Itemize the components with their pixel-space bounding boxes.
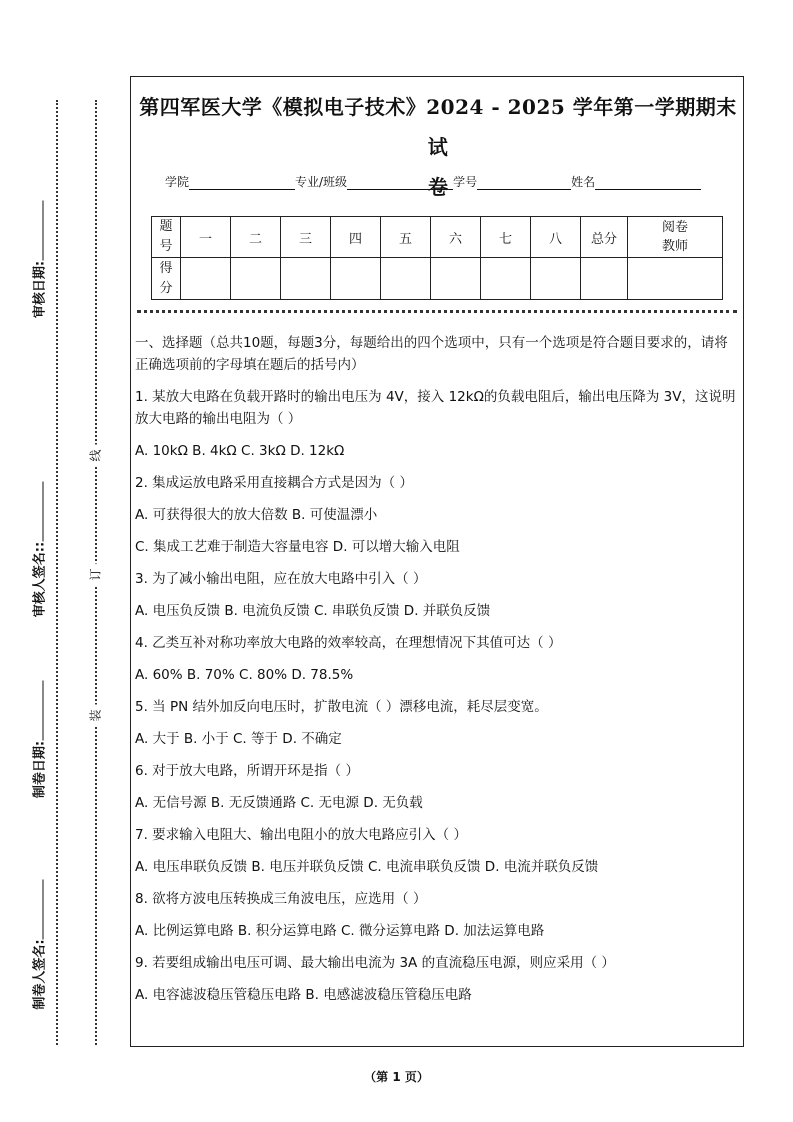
score-cell[interactable]	[431, 258, 481, 300]
score-cell[interactable]	[481, 258, 531, 300]
score-cell[interactable]	[231, 258, 281, 300]
review-date-label: 审核日期:	[32, 260, 48, 319]
question-4: 4. 乙类互补对称功率放大电路的效率较高，在理想情况下其值可达（ ）	[135, 635, 562, 651]
maker-sign-field	[29, 875, 48, 1015]
question-7: 7. 要求输入电阻大、输出电阻小的放大电路应引入（ ）	[135, 827, 467, 843]
question-number-label	[152, 217, 181, 258]
score-col-5: 五	[381, 217, 431, 258]
major-label: 专业/班级	[295, 175, 348, 189]
score-table	[151, 216, 723, 300]
make-date-field	[29, 670, 48, 810]
section1-multiple-choice	[135, 332, 741, 1006]
reviewer-sign-label: 审核人签名::	[32, 541, 48, 618]
binding-dotted-line-outer	[56, 100, 58, 1045]
score-table-header-row	[152, 217, 723, 258]
question-3: 3. 为了减小输出电阻，应在放大电路中引入（ ）	[135, 571, 427, 587]
score-col-reviewer-text: 阅卷 教师	[661, 220, 688, 254]
major-blank	[347, 177, 453, 190]
question-6-options: A. 无信号源 B. 无反馈通路 C. 无电源 D. 无负载	[135, 795, 423, 811]
score-cell[interactable]	[381, 258, 431, 300]
college-blank	[189, 177, 295, 190]
score-col-6: 六	[431, 217, 481, 258]
score-col-7: 七	[481, 217, 531, 258]
cut-mark-bind: 订	[87, 564, 104, 586]
review-date-field	[29, 190, 48, 330]
page-number: （第 1 页）	[364, 1070, 429, 1084]
question-1: 1. 某放大电路在负载开路时的输出电压为 4V，接入 12kΩ的负载电阻后，输出电压降为 3V，这说明放大电路的输出电阻为（ ）	[135, 389, 736, 427]
maker-sign-label: 制卷人签名:	[32, 939, 48, 1010]
score-label	[152, 258, 181, 300]
score-table-score-row	[152, 258, 723, 300]
score-cell[interactable]	[181, 258, 231, 300]
reviewer-sign-blank	[33, 482, 44, 542]
score-col-3: 三	[281, 217, 331, 258]
question-5: 5. 当 PN 结外加反向电压时，扩散电流（ ）漂移电流，耗尽层变宽。	[135, 699, 548, 715]
student-id-label: 学号	[453, 175, 478, 189]
review-date-blank	[33, 201, 44, 261]
reviewer-cell[interactable]	[628, 258, 723, 300]
question-2-options: A. 可获得很大的放大倍数 B. 可使温漂小	[135, 507, 378, 523]
header-divider	[137, 310, 737, 313]
score-col-8: 八	[531, 217, 581, 258]
cut-mark-staple: 装	[87, 705, 104, 727]
binding-margin	[0, 0, 128, 1122]
score-col-reviewer	[628, 217, 723, 258]
name-blank	[595, 177, 701, 190]
total-score-cell[interactable]	[581, 258, 628, 300]
exam-title-line1: 第四军医大学《模拟电子技术》2024 - 2025 学年第一学期期末试	[139, 95, 737, 159]
exam-frame	[130, 76, 744, 1047]
question-8: 8. 欲将方波电压转换成三角波电压，应选用（ ）	[135, 891, 427, 907]
score-cell[interactable]	[531, 258, 581, 300]
score-label-text: 得 分	[159, 260, 173, 296]
reviewer-sign-field	[29, 480, 48, 620]
question-6: 6. 对于放大电路，所谓开环是指（ ）	[135, 763, 359, 779]
cut-mark-line: 线	[87, 445, 104, 467]
make-date-blank	[33, 681, 44, 741]
name-label: 姓名	[571, 175, 596, 189]
question-number-label-text: 题 号	[159, 219, 173, 254]
question-9-options: A. 电容滤波稳压管稳压电路 B. 电感滤波稳压管稳压电路	[135, 987, 472, 1003]
section1-heading: 一、选择题（总共10题，每题3分，每题给出的四个选项中，只有一个选项是符合题目要求的，请将正确选项前的字母填在题后的括号内）	[135, 335, 728, 373]
question-5-options: A. 大于 B. 小于 C. 等于 D. 不确定	[135, 731, 342, 747]
maker-sign-blank	[33, 879, 44, 939]
question-3-options: A. 电压负反馈 B. 电流负反馈 C. 串联负反馈 D. 并联负反馈	[135, 603, 491, 619]
question-2: 2. 集成运放电路采用直接耦合方式是因为（ ）	[135, 475, 413, 491]
question-2-options: C. 集成工艺难于制造大容量电容 D. 可以增大输入电阻	[135, 539, 460, 555]
score-cell[interactable]	[331, 258, 381, 300]
question-4-options: A. 60% B. 70% C. 80% D. 78.5%	[135, 667, 354, 683]
question-8-options: A. 比例运算电路 B. 积分运算电路 C. 微分运算电路 D. 加法运算电路	[135, 923, 545, 939]
score-col-4: 四	[331, 217, 381, 258]
score-col-total: 总分	[581, 217, 628, 258]
question-1-options: A. 10kΩ B. 4kΩ C. 3kΩ D. 12kΩ	[135, 443, 345, 459]
college-label: 学院	[165, 175, 190, 189]
score-cell[interactable]	[281, 258, 331, 300]
make-date-label: 制卷日期:	[32, 740, 48, 799]
score-col-1: 一	[181, 217, 231, 258]
score-col-2: 二	[231, 217, 281, 258]
student-id-blank	[477, 177, 571, 190]
student-info-row	[165, 173, 701, 190]
exam-title-line2: 卷	[428, 175, 448, 199]
question-7-options: A. 电压串联负反馈 B. 电压并联负反馈 C. 电流串联负反馈 D. 电流并联负反馈	[135, 859, 599, 875]
question-9: 9. 若要组成输出电压可调、最大输出电流为 3A 的直流稳压电源，则应采用（ ）	[135, 955, 615, 971]
